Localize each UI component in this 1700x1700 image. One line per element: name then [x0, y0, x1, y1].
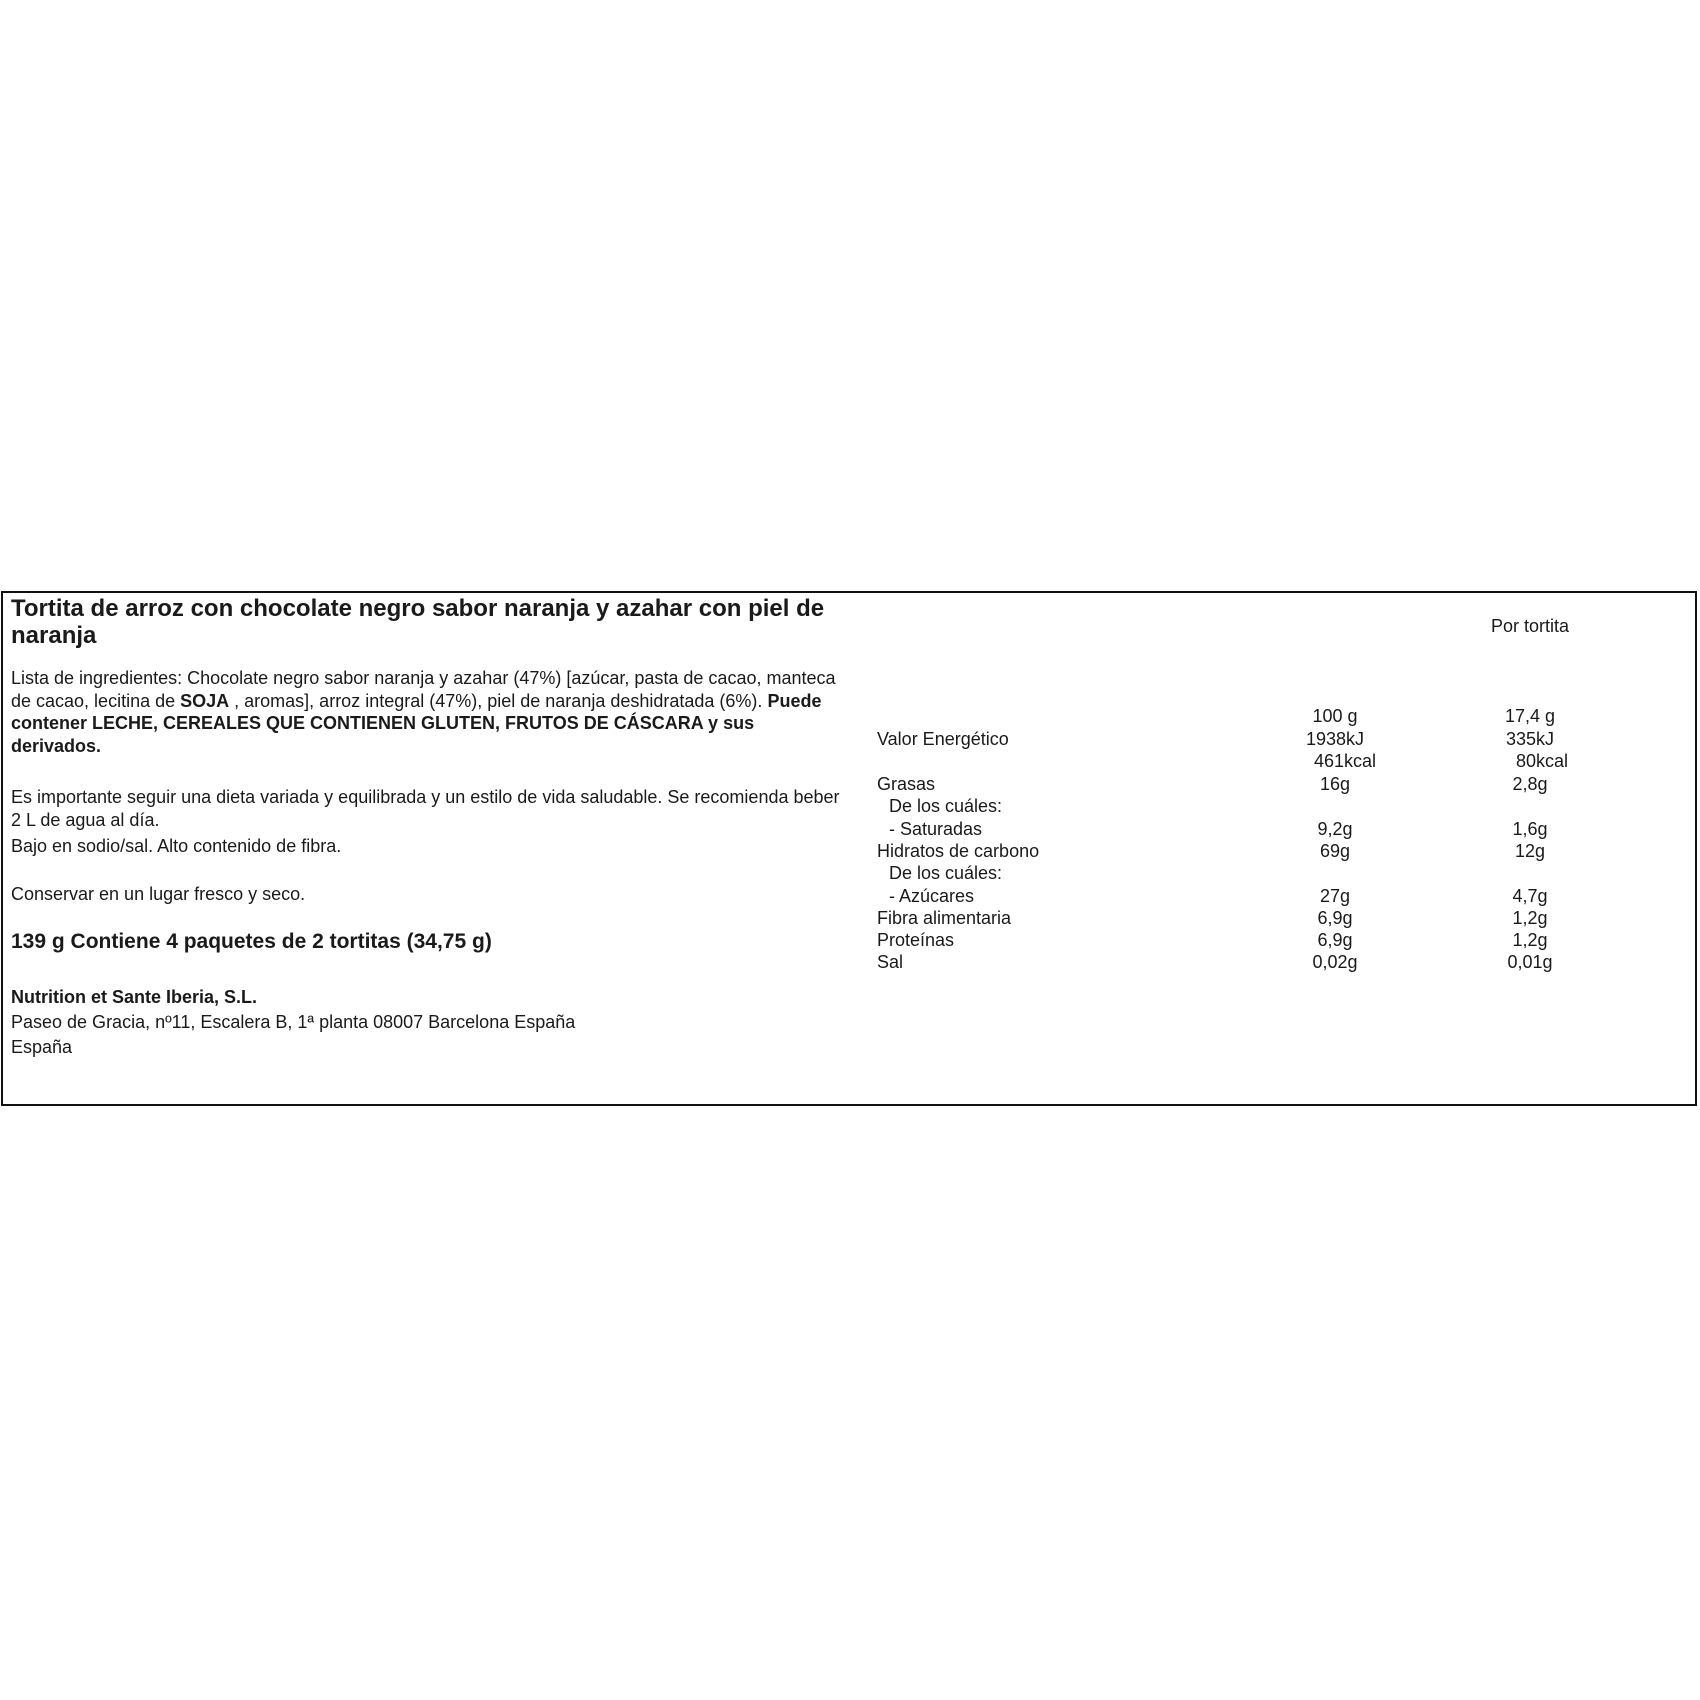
product-label [1, 591, 1697, 1106]
row-value-100g: 461kcal [1313, 751, 1377, 771]
row-label-of-which: De los cuáles: [889, 863, 1003, 883]
row-label-saturated: - Saturadas [889, 819, 983, 839]
row-value-100g: 1938kJ [1305, 729, 1365, 749]
company-country: España [11, 1037, 73, 1057]
col-header-unit: 17,4 g [1504, 706, 1556, 726]
row-value-100g: 69g [1319, 841, 1351, 861]
company-address: Paseo de Gracia, nº11, Escalera B, 1ª planta 08007 Barcelona España [11, 1012, 576, 1032]
row-label-carbs: Hidratos de carbono [877, 841, 1040, 861]
row-label-of-which: De los cuáles: [889, 796, 1003, 816]
row-value-unit: 1,2g [1512, 930, 1548, 950]
row-value-100g: 0,02g [1312, 952, 1358, 972]
ingredients-text-cont: , aromas], arroz integral (47%), piel de naranja deshidratada (6%). [229, 690, 768, 711]
diet-advice: Es importante seguir una dieta variada y equilibrada y un estilo de vida saludable. Se recomienda beber 2 L de agua al día. [11, 787, 840, 830]
row-value-unit: 0,01g [1507, 952, 1553, 972]
allergen-soja: SOJA [180, 690, 230, 711]
nutrition-claims: Bajo en sodio/sal. Alto contenido de fibra. [11, 836, 342, 856]
col-header-100g: 100 g [1312, 706, 1358, 726]
row-label-sugars: - Azúcares [889, 886, 975, 906]
company-name: Nutrition et Sante Iberia, S.L. [11, 987, 258, 1007]
row-label-protein: Proteínas [877, 930, 955, 950]
ingredients-list [11, 667, 841, 757]
storage-instructions: Conservar en un lugar fresco y seco. [11, 884, 306, 904]
row-label-fat: Grasas [877, 774, 936, 794]
ingredients-text: Lista de ingredientes: Chocolate negro sabor naranja y azahar (47%) [azúcar, pasta de cacao, manteca de cacao, lecitina de [11, 668, 836, 711]
row-label-salt: Sal [877, 952, 904, 972]
per-unit-header: Por tortita [1490, 616, 1570, 636]
row-value-100g: 9,2g [1317, 819, 1353, 839]
row-value-100g: 6,9g [1317, 930, 1353, 950]
row-value-unit: 12g [1514, 841, 1546, 861]
row-value-unit: 335kJ [1505, 729, 1555, 749]
row-value-100g: 6,9g [1317, 908, 1353, 928]
row-value-unit: 2,8g [1512, 774, 1548, 794]
row-value-unit: 1,6g [1512, 819, 1548, 839]
row-label-fibre: Fibra alimentaria [877, 908, 1012, 928]
row-label-energy: Valor Energético [877, 729, 1009, 749]
product-title: Tortita de arroz con chocolate negro sabor naranja y azahar con piel de naranja [11, 595, 825, 649]
row-value-unit: 1,2g [1512, 908, 1548, 928]
net-weight: 139 g Contiene 4 paquetes de 2 tortitas (34,75 g) [11, 930, 492, 953]
row-value-unit: 4,7g [1512, 886, 1548, 906]
row-value-100g: 27g [1319, 886, 1351, 906]
row-value-unit: 80kcal [1515, 751, 1569, 771]
row-value-100g: 16g [1319, 774, 1351, 794]
allergen-warning: Puede contener LECHE, CEREALES QUE CONTIENEN GLUTEN, FRUTOS DE CÁSCARA y sus derivados. [11, 690, 822, 756]
